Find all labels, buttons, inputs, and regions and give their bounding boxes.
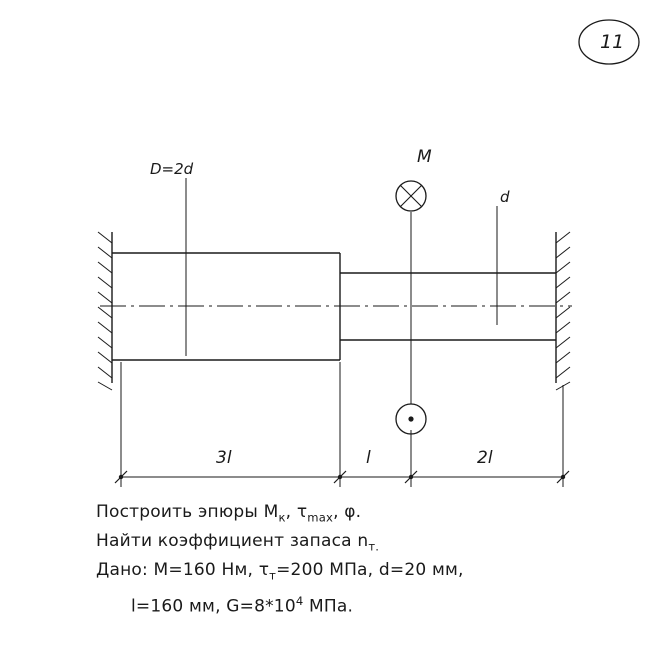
task-line-2 bbox=[96, 531, 379, 553]
task-text-fragment: т. bbox=[368, 539, 380, 554]
task-text-fragment: τ bbox=[296, 502, 308, 522]
task-text-fragment: к bbox=[278, 510, 286, 525]
task-text-fragment: Дано: M=160 Нм, bbox=[96, 560, 259, 580]
task-line-3 bbox=[96, 560, 464, 582]
label-small-diameter: d bbox=[500, 188, 510, 206]
task-text-fragment: МПа. bbox=[303, 596, 354, 617]
task-text-fragment: Найти коэффициент запаса n bbox=[96, 531, 369, 551]
dim-label-right: 2l bbox=[477, 448, 493, 468]
dim-label-mid: l bbox=[366, 448, 371, 468]
right-wall-hatching bbox=[556, 232, 570, 390]
dimension-extension-lines bbox=[121, 362, 563, 487]
variant-number: 11 bbox=[600, 31, 625, 53]
task-text-fragment: l=160 мм, G=8*10 bbox=[131, 596, 296, 617]
moment-circle-cross-icon bbox=[396, 181, 426, 211]
task-text-fragment: т bbox=[269, 568, 277, 583]
task-text-fragment: , φ. bbox=[333, 502, 362, 522]
left-wall-hatching bbox=[98, 232, 112, 390]
task-line-1 bbox=[96, 502, 361, 524]
task-text-fragment: max bbox=[307, 510, 334, 525]
moment-circle-dot-icon bbox=[396, 404, 426, 434]
task-line-4 bbox=[131, 594, 353, 617]
task-text-fragment: Построить эпюры M bbox=[96, 502, 279, 522]
task-text-fragment: τ bbox=[258, 560, 270, 580]
task-text-fragment: 4 bbox=[295, 594, 304, 608]
task-text-fragment: , bbox=[285, 502, 297, 522]
label-big-diameter: D=2d bbox=[150, 160, 194, 178]
task-text-fragment: =200 МПа, d=20 мм, bbox=[276, 560, 464, 580]
dim-label-left: 3l bbox=[216, 448, 232, 468]
label-moment: M bbox=[417, 147, 432, 167]
